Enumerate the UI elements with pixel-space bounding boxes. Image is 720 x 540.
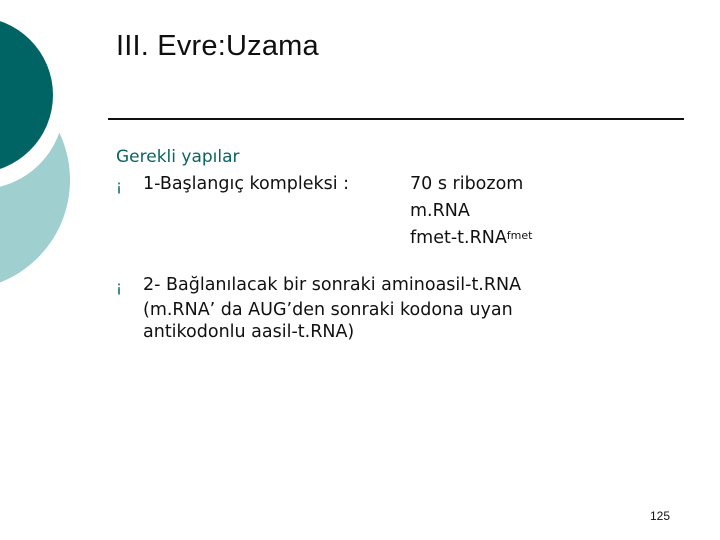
- bullet-marker-2: ¡: [116, 278, 123, 296]
- bullet-1-text: 1-Başlangıç kompleksi :: [143, 174, 350, 194]
- bullet-marker-1: ¡: [116, 177, 123, 195]
- bullet-2-line-3: antikodonlu aasil-t.RNA): [143, 322, 355, 342]
- section-heading: Gerekli yapılar: [116, 147, 240, 167]
- detail-mrna: m.RNA: [410, 201, 470, 221]
- bullet-2-line-2: (m.RNA’ da AUG’den sonraki kodona uyan: [143, 300, 513, 320]
- decorative-circles: [0, 0, 123, 300]
- title-divider: [108, 118, 684, 120]
- slide-title: III. Evre:Uzama: [116, 30, 319, 62]
- bullet-2-line-1: 2- Bağlanılacak bir sonraki aminoasil-t.RNA: [143, 275, 522, 295]
- detail-ribosome: 70 s ribozom: [410, 174, 524, 194]
- detail-fmet-trna-base: fmet-t.RNA: [410, 228, 507, 248]
- detail-fmet-superscript: fmet: [506, 229, 533, 242]
- page-number: 125: [650, 509, 671, 523]
- detail-fmet-trna: [410, 227, 532, 250]
